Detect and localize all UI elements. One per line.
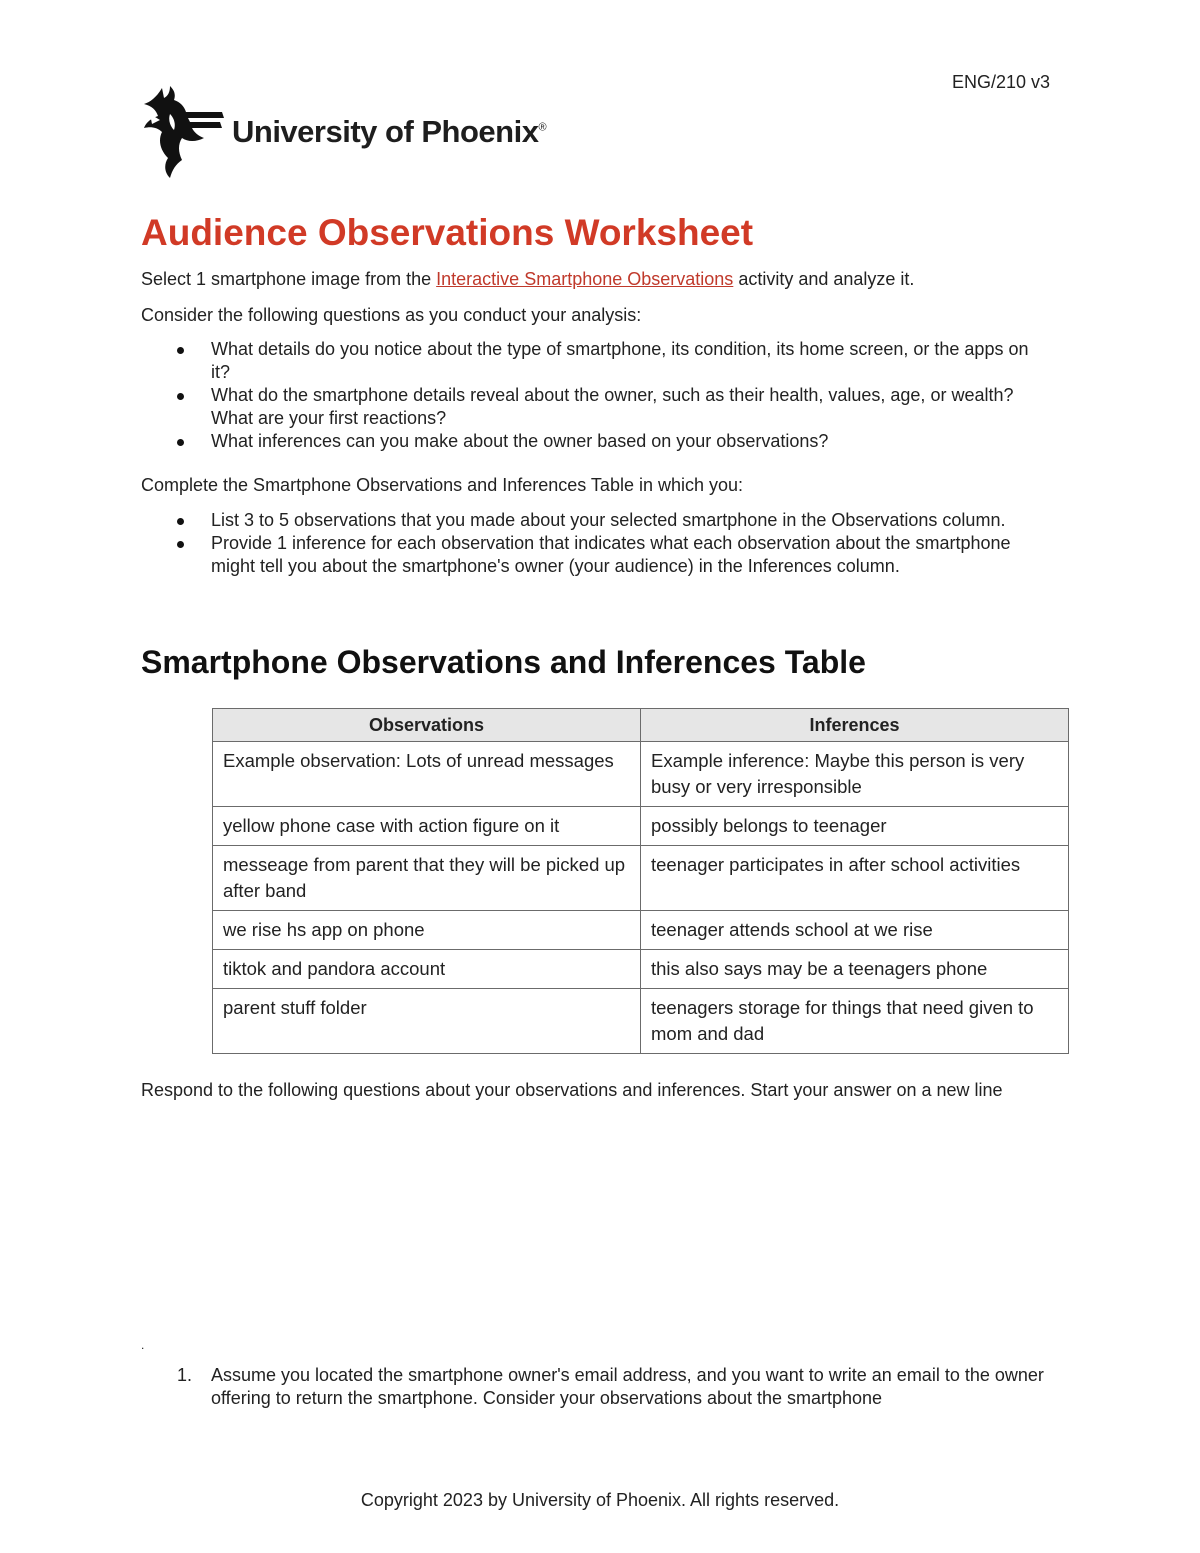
respond-instruction: Respond to the following questions about your observations and inferences. Start your answer on a new line (141, 1080, 1003, 1100)
list-item: What inferences can you make about the owner based on your observations? (141, 430, 1041, 453)
inference-cell: this also says may be a teenagers phone (641, 950, 1069, 989)
bullet-icon (177, 393, 184, 400)
select-instruction: Select 1 smartphone image from the Interactive Smartphone Observations activity and analyze it. (141, 269, 915, 289)
list-item: Provide 1 inference for each observation that indicates what each observation about the smartphone might tell you about the smartphone's owner (your audience) in the Inferences column. (141, 532, 1041, 578)
observation-cell: messeage from parent that they will be picked up after band (213, 846, 641, 911)
page-title: Audience Observations Worksheet (141, 212, 754, 253)
inference-cell: teenager participates in after school activities (641, 846, 1069, 911)
observation-cell: tiktok and pandora account (213, 950, 641, 989)
numbered-question-list (141, 1364, 1061, 1410)
observation-cell: yellow phone case with action figure on it (213, 807, 641, 846)
question-list (141, 338, 1041, 453)
table-row (213, 742, 1069, 807)
complete-instruction: Complete the Smartphone Observations and Inferences Table in which you: (141, 475, 744, 495)
observation-cell: parent stuff folder (213, 989, 641, 1054)
list-item: What do the smartphone details reveal about the owner, such as their health, values, age, or wealth? What are your first reactions? (141, 384, 1041, 430)
inference-cell: possibly belongs to teenager (641, 807, 1069, 846)
consider-instruction: Consider the following questions as you conduct your analysis: (141, 305, 642, 325)
table-row (213, 950, 1069, 989)
bullet-icon (177, 347, 184, 354)
column-header-observations: Observations (213, 709, 641, 742)
table-header-row (213, 709, 1069, 742)
bullet-icon (177, 518, 184, 525)
observation-cell: we rise hs app on phone (213, 911, 641, 950)
table-row (213, 846, 1069, 911)
logo-wordmark: University of Phoenix® (232, 114, 547, 149)
phoenix-bird-icon (140, 84, 226, 180)
task-list (141, 509, 1041, 578)
inference-cell: Example inference: Maybe this person is very busy or very irresponsible (641, 742, 1069, 807)
observation-cell: Example observation: Lots of unread messages (213, 742, 641, 807)
stray-mark: . (141, 1338, 145, 1352)
bullet-icon (177, 439, 184, 446)
list-item: List 3 to 5 observations that you made about your selected smartphone in the Observations column. (141, 509, 1041, 532)
list-item: What details do you notice about the type of smartphone, its condition, its home screen, or the apps on it? (141, 338, 1041, 384)
copyright-footer: Copyright 2023 by University of Phoenix. All rights reserved. (360, 1490, 840, 1510)
table-row (213, 911, 1069, 950)
table-row (213, 989, 1069, 1054)
course-code: ENG/210 v3 (952, 72, 1051, 92)
list-item: 1. Assume you located the smartphone owner's email address, and you want to write an email to the owner offering to return the smartphone. Consider your observations about the smartphone (177, 1365, 1044, 1408)
table-heading: Smartphone Observations and Inferences Table (141, 644, 866, 680)
table-row (213, 807, 1069, 846)
bullet-icon (177, 541, 184, 548)
column-header-inferences: Inferences (641, 709, 1069, 742)
university-logo (140, 84, 560, 180)
inference-cell: teenagers storage for things that need given to mom and dad (641, 989, 1069, 1054)
interactive-smartphone-link[interactable]: Interactive Smartphone Observations (436, 269, 734, 289)
inference-cell: teenager attends school at we rise (641, 911, 1069, 950)
observations-table (212, 708, 1069, 1054)
